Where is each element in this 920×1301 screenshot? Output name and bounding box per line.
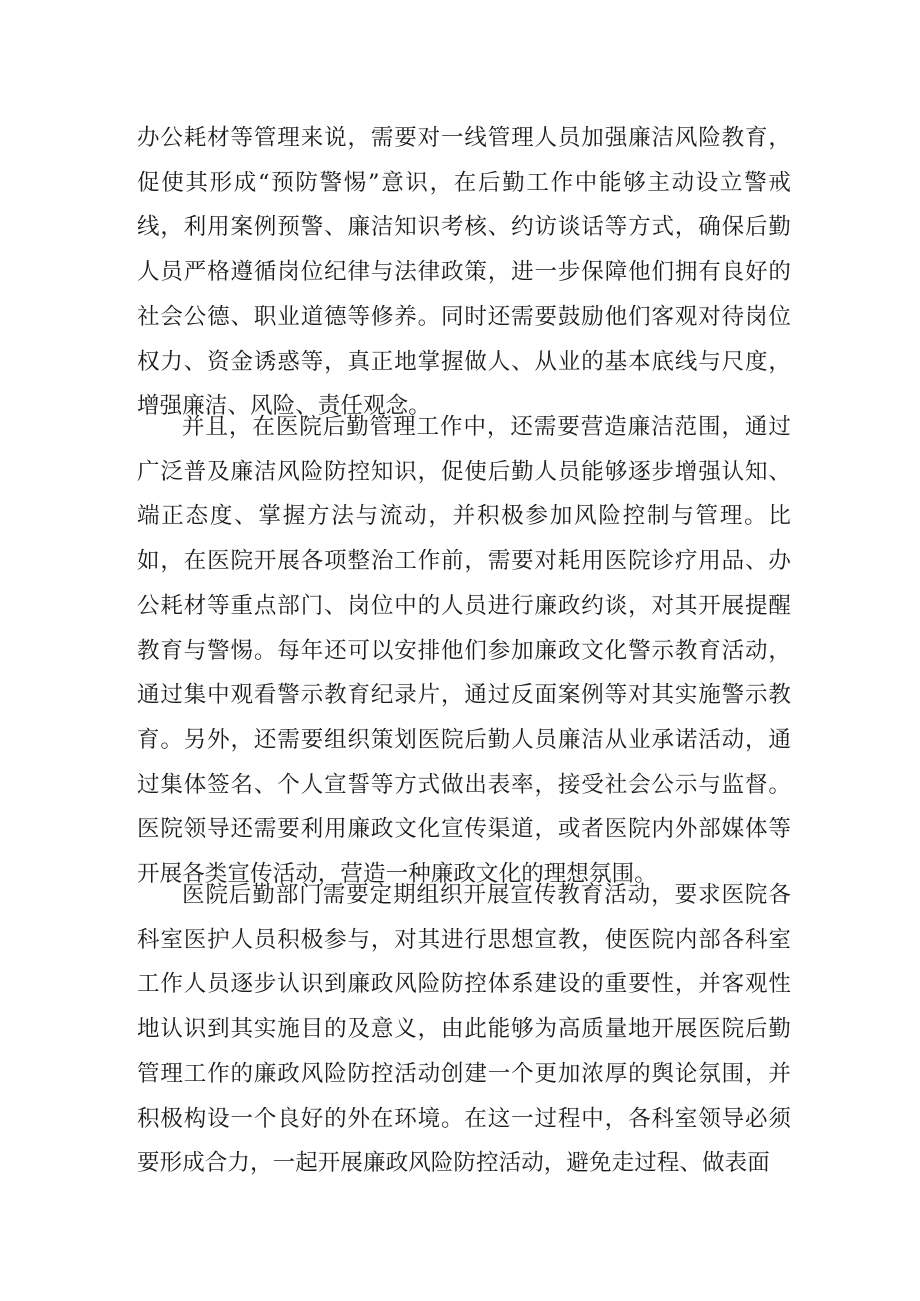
paragraph-2: 并且，在医院后勤管理工作中，还需要营造廉洁范围，通过广泛普及廉洁风险防控知识，促使后勤人员能够逐步增强认知、端正态度、掌握方法与流动，并积极参加风险控制与管理。比如，在医院开展各项整治工作前，需要对耗用医院诊疗用品、办公耗材等重点部门、岗位中的人员进行廉政约谈，对其开展提醒教育与警惕。每年还可以安排他们参加廉政文化警示教育活动，通过集中观看警示教育纪录片，通过反面案例等对其实施警示教育。另外，还需要组织策划医院后勤人员廉洁从业承诺活动，通过集体签名、个人宣誓等方式做出表率，接受社会公示与监督。医院领导还需要利用廉政文化宣传渠道，或者医院内外部媒体等开展各类宣传活动，营造一种廉政文化的理想氛围。 <box>137 414 791 888</box>
paragraph-1: 办公耗材等管理来说，需要对一线管理人员加强廉洁风险教育，促使其形成“预防警惕”意识，在后勤工作中能够主动设立警戒线，利用案例预警、廉洁知识考核、约访谈话等方式，确保后勤人员严格遵循岗位纪律与法律政策，进一步保障他们拥有良好的社会公德、职业道德等修养。同时还需要鼓励他们客观对待岗位权力、资金诱惑等，真正地掌握做人、从业的基本底线与尺度，增强廉洁、风险、责任观念。 <box>137 125 791 420</box>
paragraph-3: 医院后勤部门需要定期组织开展宣传教育活动，要求医院各科室医护人员积极参与，对其进行思想宣教，使医院内部各科室工作人员逐步认识到廉政风险防控体系建设的重要性，并客观性地认识到其实施目的及意义，由此能够为高质量地开展医院后勤管理工作的廉政风险防控活动创建一个更加浓厚的舆论氛围，并积极构设一个良好的外在环境。在这一过程中，各科室领导必须要形成合力，一起开展廉政风险防控活动，避免走过程、做表面 <box>137 882 791 1177</box>
